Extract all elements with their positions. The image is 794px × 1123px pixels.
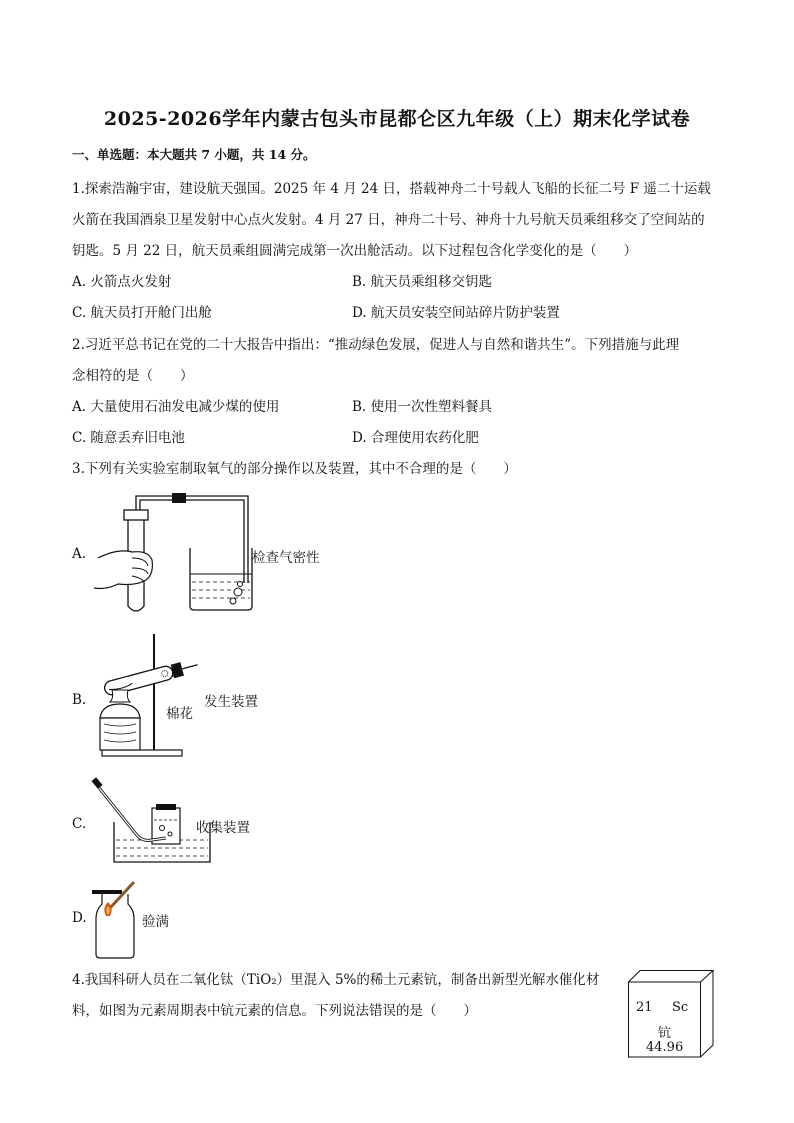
page-title: 2025-2026学年内蒙古包头市昆都仑区九年级（上）期末化学试卷 (103, 108, 691, 130)
q2-option-c[interactable]: C. 随意丢弃旧电池 (72, 430, 185, 446)
q1-option-b[interactable]: B. 航天员乘组移交钥匙 (352, 274, 493, 290)
airtightness-check-diagram (88, 488, 258, 618)
q2-line-1: 2.习近平总书记在党的二十大报告中指出：“推动绿色发展，促进人与自然和谐共生”。下列措施与此理 (72, 337, 680, 353)
element-atomic-number: 21 (636, 1000, 653, 1015)
q3-option-c-letter[interactable]: C. (72, 816, 87, 832)
element-atomic-mass: 44.96 (646, 1040, 684, 1055)
gas-generation-diagram (92, 632, 202, 762)
q4-line-1: 4.我国科研人员在二氧化钛（TiO₂）里混入 5%的稀土元素钪，制备出新型光解水催化材 (72, 972, 600, 988)
q3-option-d-label: 验满 (142, 914, 169, 930)
q3-option-a-label: 检查气密性 (252, 550, 320, 566)
element-symbol: Sc (672, 1000, 689, 1015)
q2-option-b[interactable]: B. 使用一次性塑料餐具 (352, 399, 493, 415)
q2-line-2: 念相符的是（ ） (72, 368, 194, 384)
section-heading: 一、单选题：本大题共 7 小题，共 14 分。 (72, 147, 316, 162)
q3-stem: 3.下列有关实验室制取氧气的部分操作以及装置，其中不合理的是（ ） (72, 461, 517, 477)
oxygen-full-check-diagram (88, 878, 148, 960)
element-card-scandium (628, 970, 714, 1058)
q1-line-2: 火箭在我国酒泉卫星发射中心点火发射。4 月 27 日，神舟二十号、神舟十九号航天员乘组移交了空间站的 (72, 212, 705, 228)
q2-option-a[interactable]: A. 大量使用石油发电减少煤的使用 (72, 399, 280, 415)
q2-option-d[interactable]: D. 合理使用农药化肥 (352, 430, 479, 446)
q3-option-b-note: 棉花 (166, 706, 193, 722)
q3-option-b-label: 发生装置 (204, 694, 258, 710)
element-name: 钪 (658, 1026, 672, 1041)
q3-option-b-letter[interactable]: B. (72, 692, 87, 708)
q1-line-1: 1.探索浩瀚宇宙，建设航天强国。2025 年 4 月 24 日，搭载神舟二十号载人飞船的长征二号 F 遥二十运载 (72, 181, 711, 197)
q1-option-a[interactable]: A. 火箭点火发射 (72, 274, 172, 290)
q4-line-2: 料，如图为元素周期表中钪元素的信息。下列说法错误的是（ ） (72, 1003, 477, 1019)
q3-option-a-letter[interactable]: A. (72, 546, 87, 562)
q1-line-3: 钥匙。5 月 22 日，航天员乘组圆满完成第一次出舱活动。以下过程包含化学变化的是（ ） (72, 243, 638, 259)
q1-option-d[interactable]: D. 航天员安装空间站碎片防护装置 (352, 305, 560, 321)
q3-option-c-label: 收集装置 (196, 820, 250, 836)
q1-option-c[interactable]: C. 航天员打开舱门出舱 (72, 305, 212, 321)
q3-option-d-letter[interactable]: D. (72, 910, 87, 926)
